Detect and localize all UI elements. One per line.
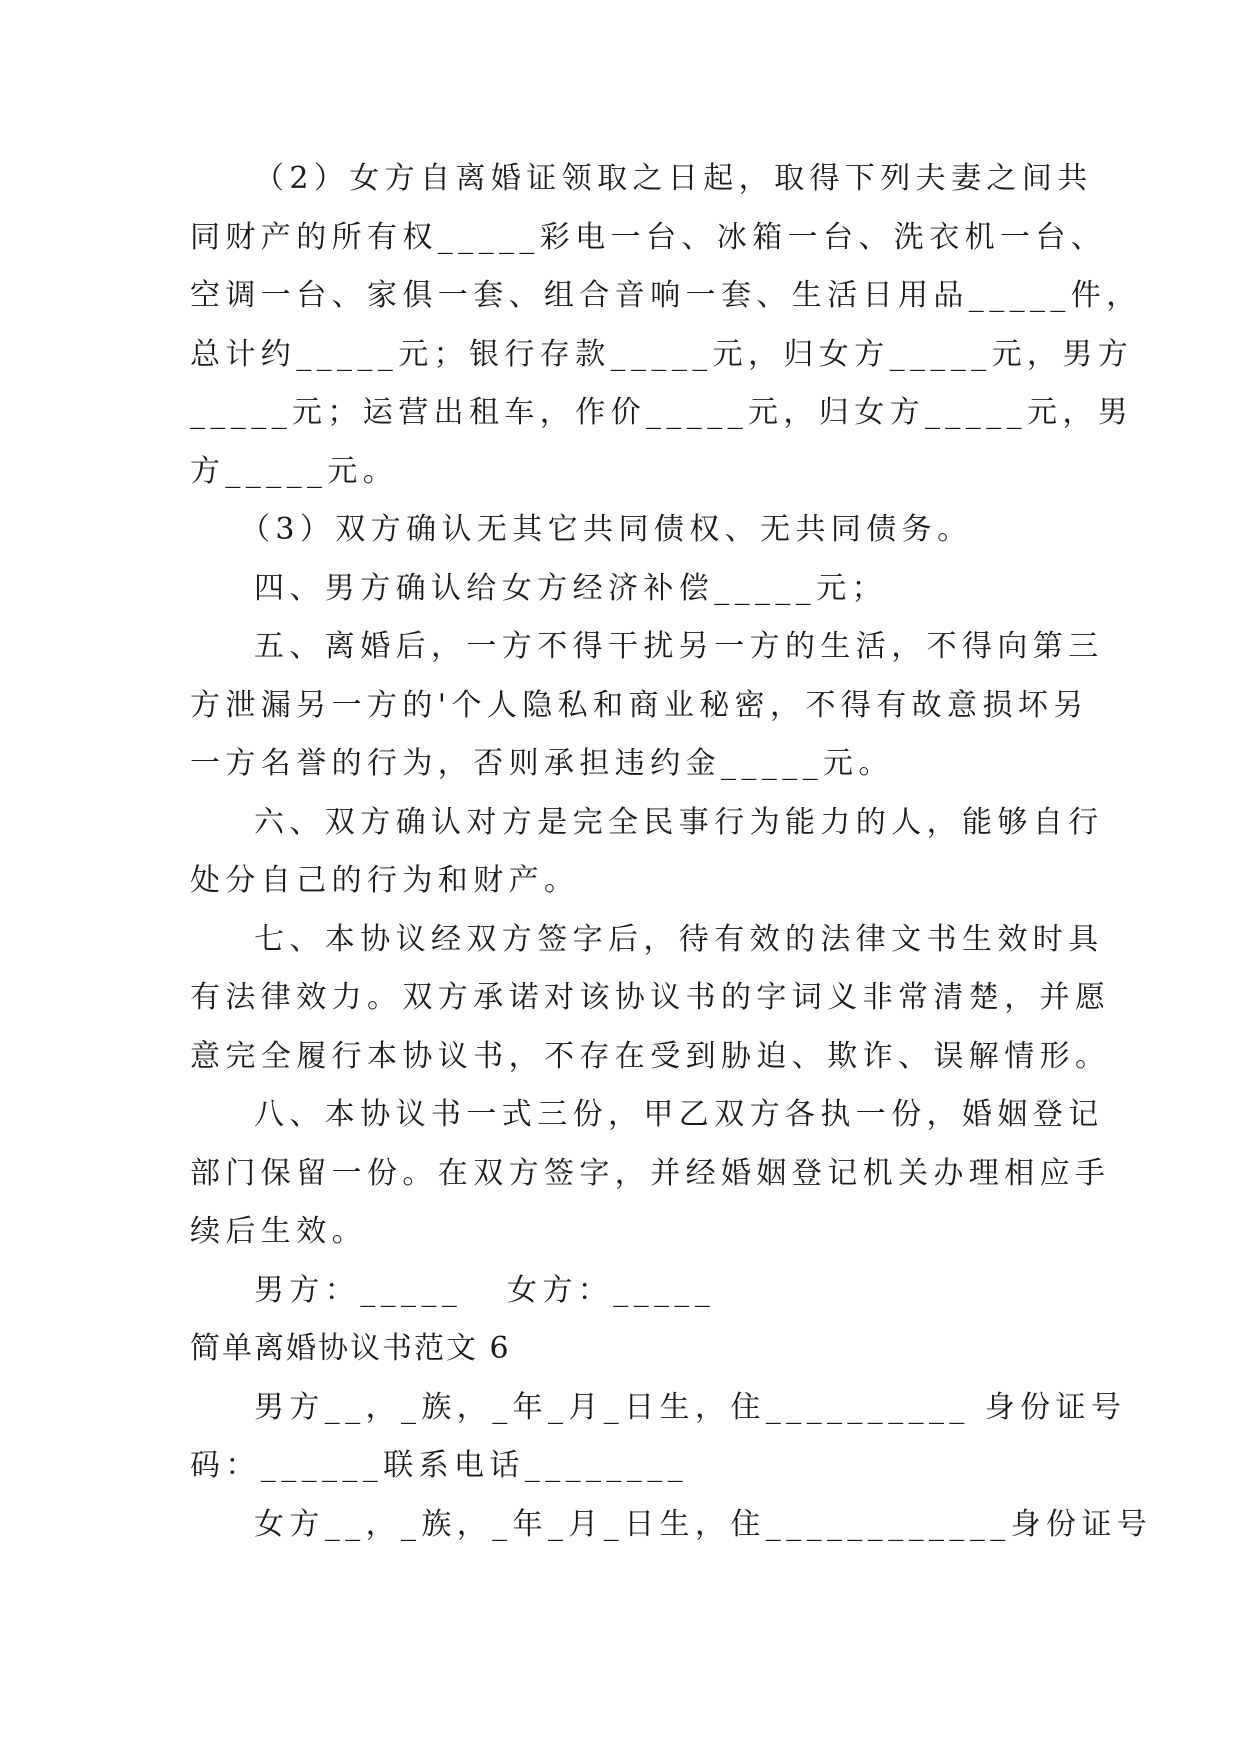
paragraph-line: 方泄漏另一方的'个人隐私和商业秘密，不得有故意损坏另 bbox=[190, 687, 1089, 723]
paragraph-line: 女方__，_族，_年_月_日生，住____________身份证号 bbox=[254, 1506, 1153, 1542]
paragraph-line: 方_____元。 bbox=[190, 453, 399, 489]
paragraph-line: 六、双方确认对方是完全民事行为能力的人，能够自行 bbox=[254, 804, 1104, 840]
paragraph-line: 七、本协议经双方签字后，待有效的法律文书生效时具 bbox=[254, 921, 1104, 957]
paragraph-line: 空调一台、家俱一套、组合音响一套、生活日用品_____件， bbox=[190, 278, 1142, 313]
paragraph-line: 部门保留一份。在双方签字，并经婚姻登记机关办理相应手 bbox=[190, 1155, 1111, 1191]
signature-line: 男方：_____ 女方：_____ bbox=[254, 1272, 716, 1308]
document-page bbox=[190, 150, 1153, 1554]
paragraph-line: （3）双方确认无其它共同债权、无共同债务。 bbox=[240, 512, 973, 547]
paragraph-line: 八、本协议书一式三份，甲乙双方各执一份，婚姻登记 bbox=[254, 1097, 1104, 1132]
paragraph-line: 意完全履行本协议书，不存在受到胁迫、欺诈、误解情形。 bbox=[190, 1038, 1111, 1074]
paragraph-line: （2）女方自离婚证领取之日起，取得下列夫妻之间共 bbox=[254, 161, 1093, 196]
paragraph-line: 男方__，_族，_年_月_日生，住__________ 身份证号 bbox=[254, 1389, 1127, 1425]
paragraph-line: 一方名誉的行为，否则承担违约金_____元。 bbox=[190, 746, 894, 781]
section-heading: 简单离婚协议书范文 6 bbox=[190, 1331, 511, 1366]
paragraph-line: 总计约_____元；银行存款_____元，归女方_____元，男方 bbox=[190, 336, 1134, 372]
paragraph-line: 续后生效。 bbox=[190, 1214, 367, 1249]
paragraph-line: 有法律效力。双方承诺对该协议书的字词义非常清楚，并愿 bbox=[190, 980, 1111, 1015]
paragraph-line: 四、男方确认给女方经济补偿_____元； bbox=[254, 570, 887, 606]
paragraph-line: _____元；运营出租车，作价_____元，归女方_____元，男 bbox=[190, 395, 1134, 430]
paragraph-line: 同财产的所有权_____彩电一台、冰箱一台、洗衣机一台、 bbox=[190, 219, 1107, 255]
paragraph-line: 码：______联系电话________ bbox=[190, 1448, 688, 1483]
paragraph-line: 五、离婚后，一方不得干扰另一方的生活，不得向第三 bbox=[254, 629, 1104, 664]
paragraph-line: 处分自己的行为和财产。 bbox=[190, 863, 580, 898]
